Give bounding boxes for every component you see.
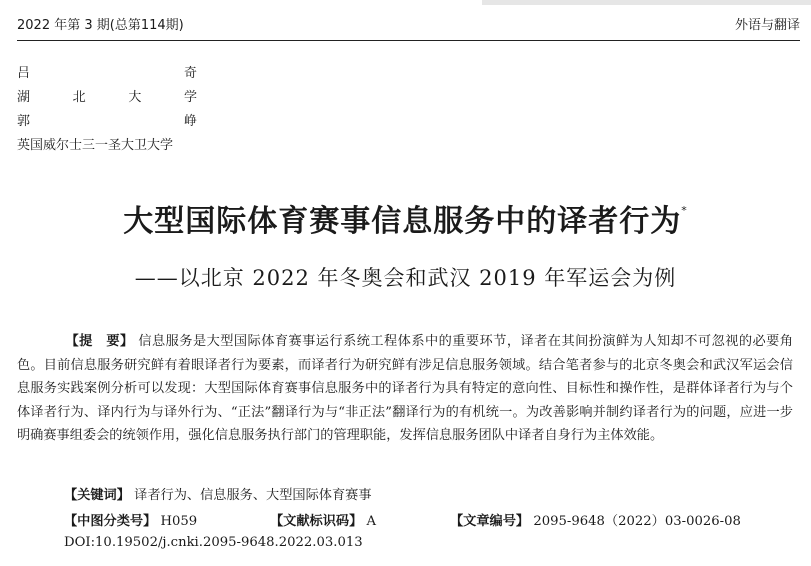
issue-number: 2022 年第 3 期(总第114期) (17, 18, 184, 33)
article-number (450, 510, 741, 529)
author-1 (17, 62, 197, 82)
keywords (64, 484, 372, 503)
header-rule (17, 40, 800, 41)
affiliation-1-char: 大 (128, 90, 142, 105)
paper-title (0, 196, 811, 240)
doi: DOI:10.19502/j.cnki.2095-9648.2022.03.013 (64, 535, 363, 550)
affiliation-1 (17, 86, 197, 106)
author-2-char: 郭 (17, 114, 31, 129)
doc-code (270, 510, 376, 529)
journal-column: 外语与翻译 (734, 18, 800, 33)
journal-header (0, 0, 811, 38)
doc-label: 【文献标识码】 (270, 514, 363, 529)
abstract-label: 【提 要】 (65, 334, 134, 349)
clc-label: 【中图分类号】 (64, 514, 157, 529)
header-strip (482, 0, 811, 5)
doc-value: A (366, 514, 377, 529)
author-2-char: 峥 (183, 114, 197, 129)
author-1-char: 奇 (183, 66, 197, 81)
abstract-text: 信息服务是大型国际体育赛事运行系统工程体系中的重要环节，译者在其间扮演鲜为人知却不可忽视的必要角色。目前信息服务研究鲜有着眼译者行为要素，而译者行为研究鲜有涉足信息服务领域。结合笔者参与的北京冬奥会和武汉军运会信息服务实践案例分析可以发现：大型国际体育赛事信息服务中的译者行为具有特定的意向性、目标性和操作性，是群体译者行为与个体译者行为、译内行为与译外行为、“正法”翻译行为与“非正法”翻译行为的有机统一。为改善影响并制约译者行为的问题，应进一步明确赛事组委会的统领作用，强化信息服务执行部门的管理职能，发挥信息服务团队中译者自身行为主体效能。 (17, 334, 793, 443)
author-1-char: 吕 (17, 66, 31, 81)
article-label: 【文章编号】 (450, 514, 530, 529)
title-footnote-mark: * (681, 204, 688, 217)
abstract (17, 330, 793, 448)
clc-code (64, 510, 197, 529)
author-2 (17, 110, 197, 130)
keywords-label: 【关键词】 (64, 488, 130, 503)
article-value: 2095-9648（2022）03-0026-08 (533, 514, 741, 529)
paper-subtitle: ——以北京 2022 年冬奥会和武汉 2019 年军运会为例 (134, 266, 677, 290)
affiliation-1-char: 湖 (17, 90, 31, 105)
affiliation-1-char: 学 (183, 90, 197, 105)
affiliation-1-char: 北 (72, 90, 86, 105)
keywords-text: 译者行为、信息服务、大型国际体育赛事 (134, 488, 372, 503)
affiliation-2: 英国威尔士三一圣大卫大学 (17, 138, 174, 153)
clc-value: H059 (160, 514, 198, 529)
paper-title-text: 大型国际体育赛事信息服务中的译者行为 (123, 204, 682, 239)
